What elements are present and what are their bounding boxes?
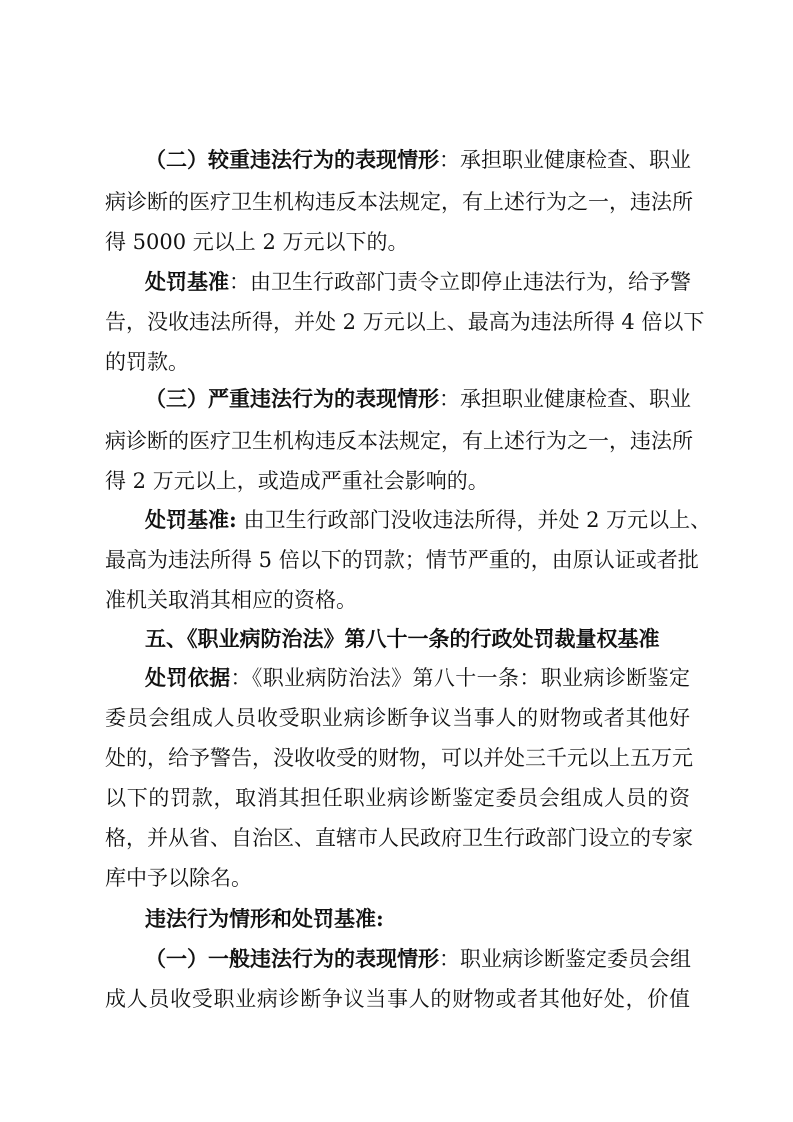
section-heading: （三）严重违法行为的表现情形 xyxy=(145,386,439,411)
paragraph-line xyxy=(105,979,690,1019)
section-heading: 违法行为情形和处罚基准: xyxy=(145,906,384,931)
line-text: 病诊断的医疗卫生机构违反本法规定，有上述行为之一，违法所 xyxy=(105,429,693,453)
paragraph-line xyxy=(145,939,690,979)
paragraph-line xyxy=(145,379,690,419)
line-text: 得 5000 元以上 2 万元以下的。 xyxy=(105,230,409,254)
paragraph-line xyxy=(105,540,699,580)
paragraph-line xyxy=(145,658,690,698)
line-text: 告，没收违法所得，并处 2 万元以上、最高为违法所得 4 倍以下 xyxy=(105,310,705,334)
section-heading: 处罚基准: xyxy=(145,507,237,532)
paragraph-line xyxy=(145,619,690,659)
paragraph-line xyxy=(105,182,693,222)
paragraph-line xyxy=(105,342,690,382)
line-text: 准机关取消其相应的资格。 xyxy=(105,588,357,612)
line-text: 库中予以除名。 xyxy=(105,866,252,890)
section-heading: （二）较重违法行为的表现情形 xyxy=(145,147,439,172)
section-heading: 处罚依据 xyxy=(145,665,231,690)
paragraph-line xyxy=(105,421,693,461)
paragraph-line xyxy=(105,461,690,501)
line-text: 以下的罚款，取消其担任职业病诊断鉴定委员会组成人员的资 xyxy=(105,786,690,810)
line-text: ：职业病诊断鉴定委员会组 xyxy=(439,947,691,971)
line-text: ：承担职业健康检查、职业 xyxy=(439,387,691,411)
section-heading: （一）一般违法行为的表现情形 xyxy=(145,946,439,971)
article-heading: 五、《职业病防治法》第八十一条的行政处罚裁量权基准 xyxy=(145,626,660,651)
line-text: 处的，给予警告，没收收受的财物，可以并处三千元以上五万元 xyxy=(105,746,693,770)
line-text: 病诊断的医疗卫生机构违反本法规定，有上述行为之一，违法所 xyxy=(105,190,693,214)
line-text: ：由卫生行政部门责令立即停止违法行为，给予警 xyxy=(229,270,691,294)
line-text: 最高为违法所得 5 倍以下的罚款；情节严重的，由原认证或者批 xyxy=(105,548,699,572)
paragraph-line xyxy=(145,262,690,302)
paragraph-line xyxy=(105,698,690,738)
line-text: 成人员收受职业病诊断争议当事人的财物或者其他好处，价值 xyxy=(105,987,690,1011)
paragraph-line xyxy=(105,778,690,818)
line-text: 由卫生行政部门没收违法所得，并处 2 万元以上、 xyxy=(236,508,712,532)
paragraph-line xyxy=(105,302,705,342)
paragraph-line xyxy=(145,899,690,939)
line-text: ：《职业病防治法》第八十一条：职业病诊断鉴定 xyxy=(230,666,691,690)
paragraph-line xyxy=(105,222,690,262)
paragraph-line xyxy=(145,500,712,540)
paragraph-line xyxy=(145,140,690,180)
paragraph-line xyxy=(105,818,693,858)
line-text: 委员会组成人员收受职业病诊断争议当事人的财物或者其他好 xyxy=(105,706,690,730)
line-text: 格，并从省、自治区、直辖市人民政府卫生行政部门设立的专家 xyxy=(105,826,693,850)
paragraph-line xyxy=(105,580,690,620)
line-text: ：承担职业健康检查、职业 xyxy=(439,148,691,172)
paragraph-line xyxy=(105,858,690,898)
paragraph-line xyxy=(105,738,693,778)
line-text: 得 2 万元以上，或造成严重社会影响的。 xyxy=(105,469,489,493)
section-heading: 处罚基准 xyxy=(145,269,229,294)
line-text: 的罚款。 xyxy=(105,350,189,374)
